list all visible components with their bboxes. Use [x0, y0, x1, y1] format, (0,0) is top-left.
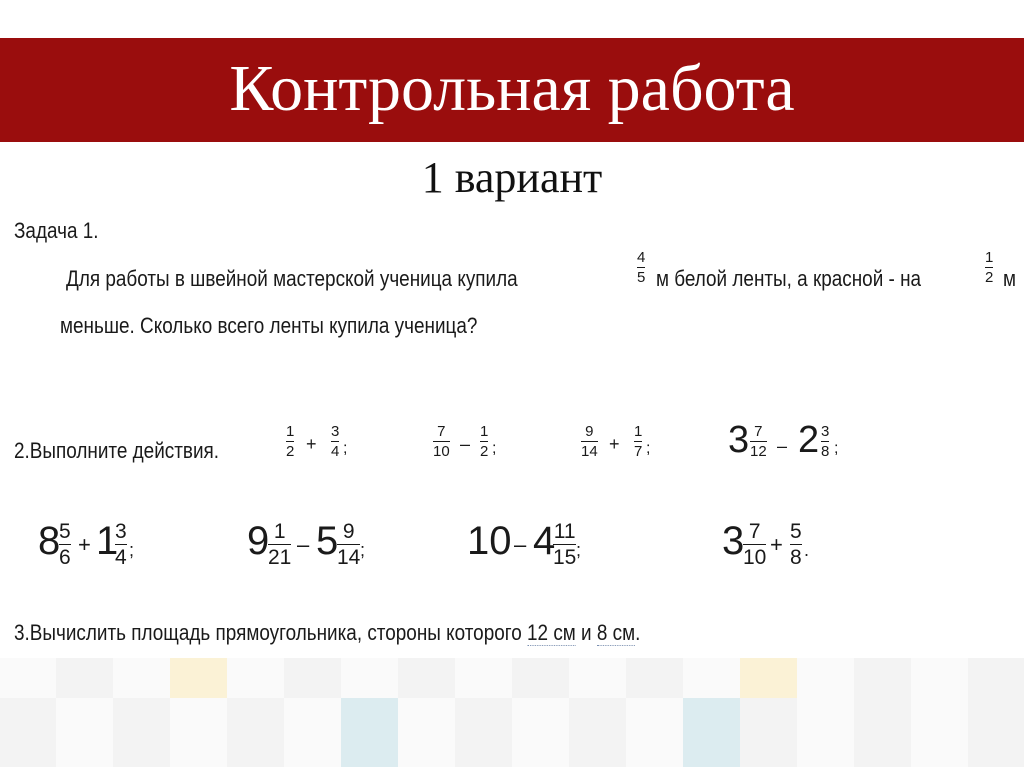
fraction [331, 424, 339, 459]
operator: – [514, 532, 527, 557]
task1-text-c: м [1003, 266, 1017, 291]
fraction [115, 521, 127, 568]
numerator: 3 [821, 423, 830, 440]
task2-label: 2.Выполните действия. [14, 438, 220, 463]
denominator: 8 [790, 546, 802, 569]
task3-text [14, 620, 640, 646]
fraction [743, 521, 766, 568]
denominator: 10 [433, 443, 450, 460]
fraction [821, 424, 829, 459]
tile [227, 658, 286, 700]
task3-text-b: и [575, 620, 597, 645]
fraction-bar [821, 441, 829, 442]
fraction [553, 521, 576, 568]
operator: – [460, 434, 471, 454]
denominator: 8 [821, 443, 830, 460]
slide-title: Контрольная работа [229, 52, 795, 125]
whole-part: 3 [722, 519, 745, 563]
task3-text-c: . [635, 620, 641, 645]
tile [683, 698, 742, 769]
tile [170, 658, 229, 700]
whole-part: 5 [316, 519, 339, 563]
task3-value-1: 12 см [527, 620, 576, 645]
denominator: 15 [553, 546, 577, 569]
tile [341, 658, 400, 700]
numerator: 9 [585, 423, 594, 440]
tile [455, 698, 514, 769]
fraction [790, 521, 802, 568]
whole-part: 9 [247, 519, 270, 563]
fraction-bar [790, 544, 802, 545]
fraction-bar [637, 267, 645, 268]
numerator: 9 [342, 520, 355, 543]
tile [968, 698, 1024, 769]
fraction [581, 424, 598, 459]
numerator: 1 [480, 423, 489, 440]
numerator: 7 [754, 423, 763, 440]
numerator: 1 [286, 423, 295, 440]
fraction [268, 521, 291, 568]
fraction-bar [268, 544, 291, 545]
tile [512, 698, 571, 769]
separator: ; [343, 440, 348, 457]
denominator: 21 [268, 546, 292, 569]
tile [113, 698, 172, 769]
fraction [337, 521, 360, 568]
fraction-bar [743, 544, 766, 545]
denominator: 5 [637, 269, 646, 286]
fraction-bar [433, 441, 450, 442]
fraction-bar [750, 441, 767, 442]
tile [740, 698, 799, 769]
fraction [433, 424, 450, 459]
whole-part: 4 [533, 519, 556, 563]
tile [854, 698, 913, 769]
slide-subtitle: 1 вариант [421, 153, 603, 202]
tile [911, 658, 970, 700]
fraction [59, 521, 71, 568]
tile [683, 658, 742, 700]
tile [227, 698, 286, 769]
fraction [634, 424, 642, 459]
decorative-tiles [0, 658, 1024, 767]
fraction [286, 424, 294, 459]
denominator: 14 [581, 443, 598, 460]
tile [569, 658, 628, 700]
numerator: 1 [273, 520, 286, 543]
tile [626, 698, 685, 769]
denominator: 14 [337, 546, 361, 569]
tile [113, 658, 172, 700]
separator: . [804, 540, 810, 560]
denominator: 2 [480, 443, 489, 460]
fraction-bar [286, 441, 294, 442]
fraction [480, 424, 488, 459]
tile [626, 658, 685, 700]
denominator: 4 [331, 443, 340, 460]
fraction [750, 424, 767, 459]
denominator: 2 [286, 443, 295, 460]
tile [968, 658, 1024, 700]
numerator: 7 [437, 423, 446, 440]
tile [911, 698, 970, 769]
tile [512, 658, 571, 700]
task1-heading: Задача 1. [14, 218, 99, 243]
numerator: 3 [115, 520, 127, 543]
separator: ; [129, 540, 135, 560]
fraction-bar [553, 544, 576, 545]
tile [170, 698, 229, 769]
task1-fraction-2 [985, 250, 993, 285]
fraction-bar [480, 441, 488, 442]
tile [455, 658, 514, 700]
tile [398, 698, 457, 769]
tile [740, 658, 799, 700]
separator: ; [646, 440, 651, 457]
operator: – [777, 436, 788, 456]
task1-text-b: м белой ленты, а красной - на [656, 266, 922, 291]
tile [56, 658, 115, 700]
fraction-bar [331, 441, 339, 442]
fraction-bar [581, 441, 598, 442]
denominator: 10 [743, 546, 767, 569]
fraction-bar [634, 441, 642, 442]
numerator: 5 [59, 520, 71, 543]
fraction-bar [985, 267, 993, 268]
tile [0, 658, 58, 700]
tile [284, 658, 343, 700]
task1-fraction-1 [637, 250, 645, 285]
numerator: 5 [790, 520, 802, 543]
numerator: 11 [553, 520, 576, 543]
fraction-bar [115, 544, 127, 545]
separator: ; [492, 440, 497, 457]
operator: – [297, 532, 310, 557]
tile [797, 698, 856, 769]
tile [569, 698, 628, 769]
denominator: 6 [59, 546, 71, 569]
numerator: 1 [985, 249, 994, 266]
numerator: 4 [637, 249, 646, 266]
task1-text-line2: меньше. Сколько всего ленты купила ученица? [60, 313, 478, 338]
tile [797, 658, 856, 700]
tile [398, 658, 457, 700]
tile [0, 698, 58, 769]
separator: ; [834, 440, 839, 457]
tile [341, 698, 400, 769]
numerator: 3 [331, 423, 340, 440]
denominator: 7 [634, 443, 643, 460]
task3-text-a: 3.Вычислить площадь прямоугольника, стороны которого [14, 620, 528, 645]
operator: + [609, 434, 620, 454]
numerator: 1 [634, 423, 643, 440]
whole-part: 10 [467, 519, 512, 563]
whole-part: 3 [728, 419, 750, 461]
tile [854, 658, 913, 700]
separator: ; [360, 540, 366, 560]
tile [284, 698, 343, 769]
tile [56, 698, 115, 769]
operator: + [770, 532, 783, 557]
task1-text-a: Для работы в швейной мастерской ученица купила [66, 266, 518, 291]
operator: + [306, 434, 317, 454]
whole-part: 1 [96, 519, 119, 563]
task3-value-2: 8 см [596, 620, 636, 645]
fraction-bar [59, 544, 71, 545]
denominator: 2 [985, 269, 994, 286]
separator: ; [576, 540, 582, 560]
denominator: 12 [750, 443, 767, 460]
numerator: 7 [748, 520, 761, 543]
fraction-bar [337, 544, 360, 545]
denominator: 4 [115, 546, 127, 569]
whole-part: 2 [798, 419, 820, 461]
operator: + [78, 532, 91, 557]
whole-part: 8 [38, 519, 61, 563]
